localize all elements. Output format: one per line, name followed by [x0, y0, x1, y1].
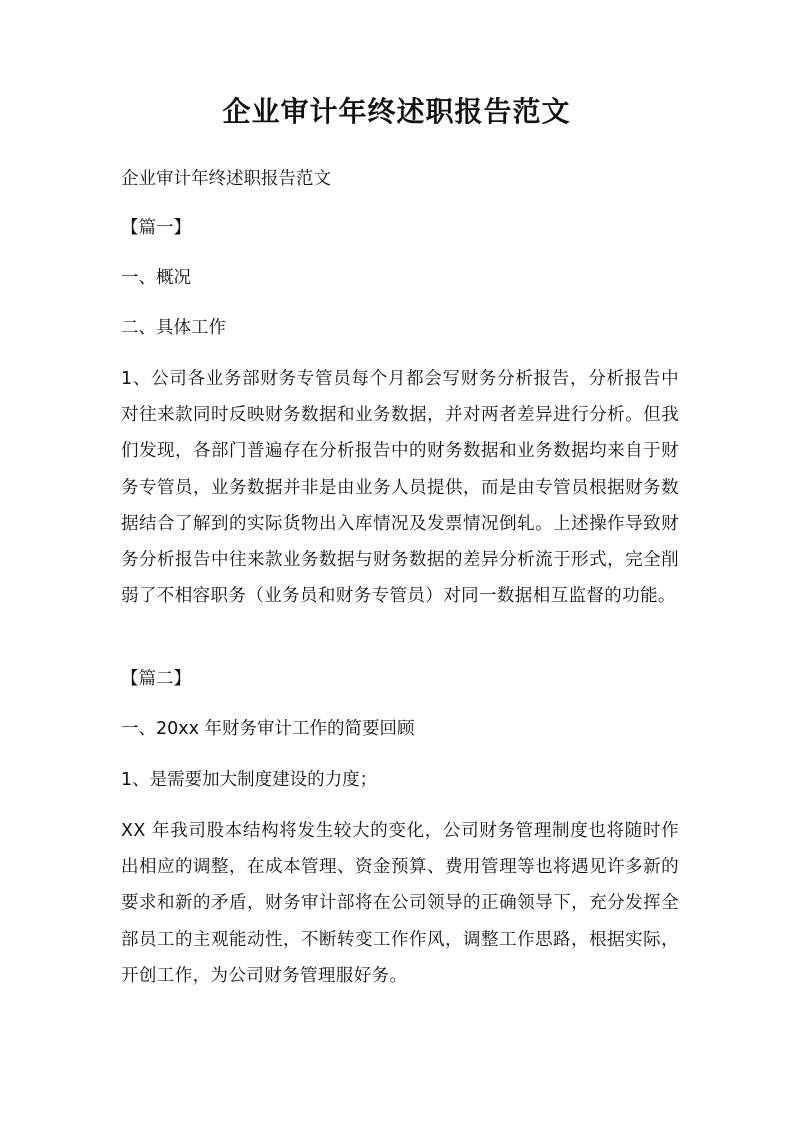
paragraph-financial-analysis: 1、公司各业务部财务专管员每个月都会写财务分析报告，分析报告中对往来款同时反映财务数据和业务数据，并对两者差异进行分析。但我们发现，各部门普遍存在分析报告中的财务数据和业务数据均来自于财务专管员，业务数据并非是由业务人员提供，而是由专管员根据财务数据结合了解到的实际货物出入库情况及发票情况倒轧。上述操作导致财务分析报告中往来款业务数据与财务数据的差异分析流于形式，完全削弱了不相容职务（业务员和财务专管员）对同一数据相互监督的功能。 — [121, 369, 679, 607]
document-subtitle: 企业审计年终述职报告范文 — [121, 169, 331, 189]
outline-item-system-building: 1、是需要加大制度建设的力度； — [121, 770, 378, 790]
section-heading-part-one: 【篇一】 — [121, 218, 191, 238]
outline-item-specific-work: 二、具体工作 — [121, 318, 226, 338]
section-heading-part-two: 【篇二】 — [121, 669, 191, 689]
paragraph-equity-structure: XX 年我司股本结构将发生较大的变化，公司财务管理制度也将随时作出相应的调整，在成本管理、资金预算、费用管理等也将遇见许多新的要求和新的矛盾，财务审计部将在公司领导的正确领导下，充分发挥全部员工的主观能动性，不断转变工作作风，调整工作思路，根据实际，开创工作，为公司财务管理服好务。 — [121, 821, 679, 986]
outline-item-overview: 一、概况 — [121, 268, 191, 288]
outline-item-review: 一、20xx 年财务审计工作的简要回顾 — [121, 719, 415, 739]
page-title: 企业审计年终述职报告范文 — [222, 95, 571, 128]
